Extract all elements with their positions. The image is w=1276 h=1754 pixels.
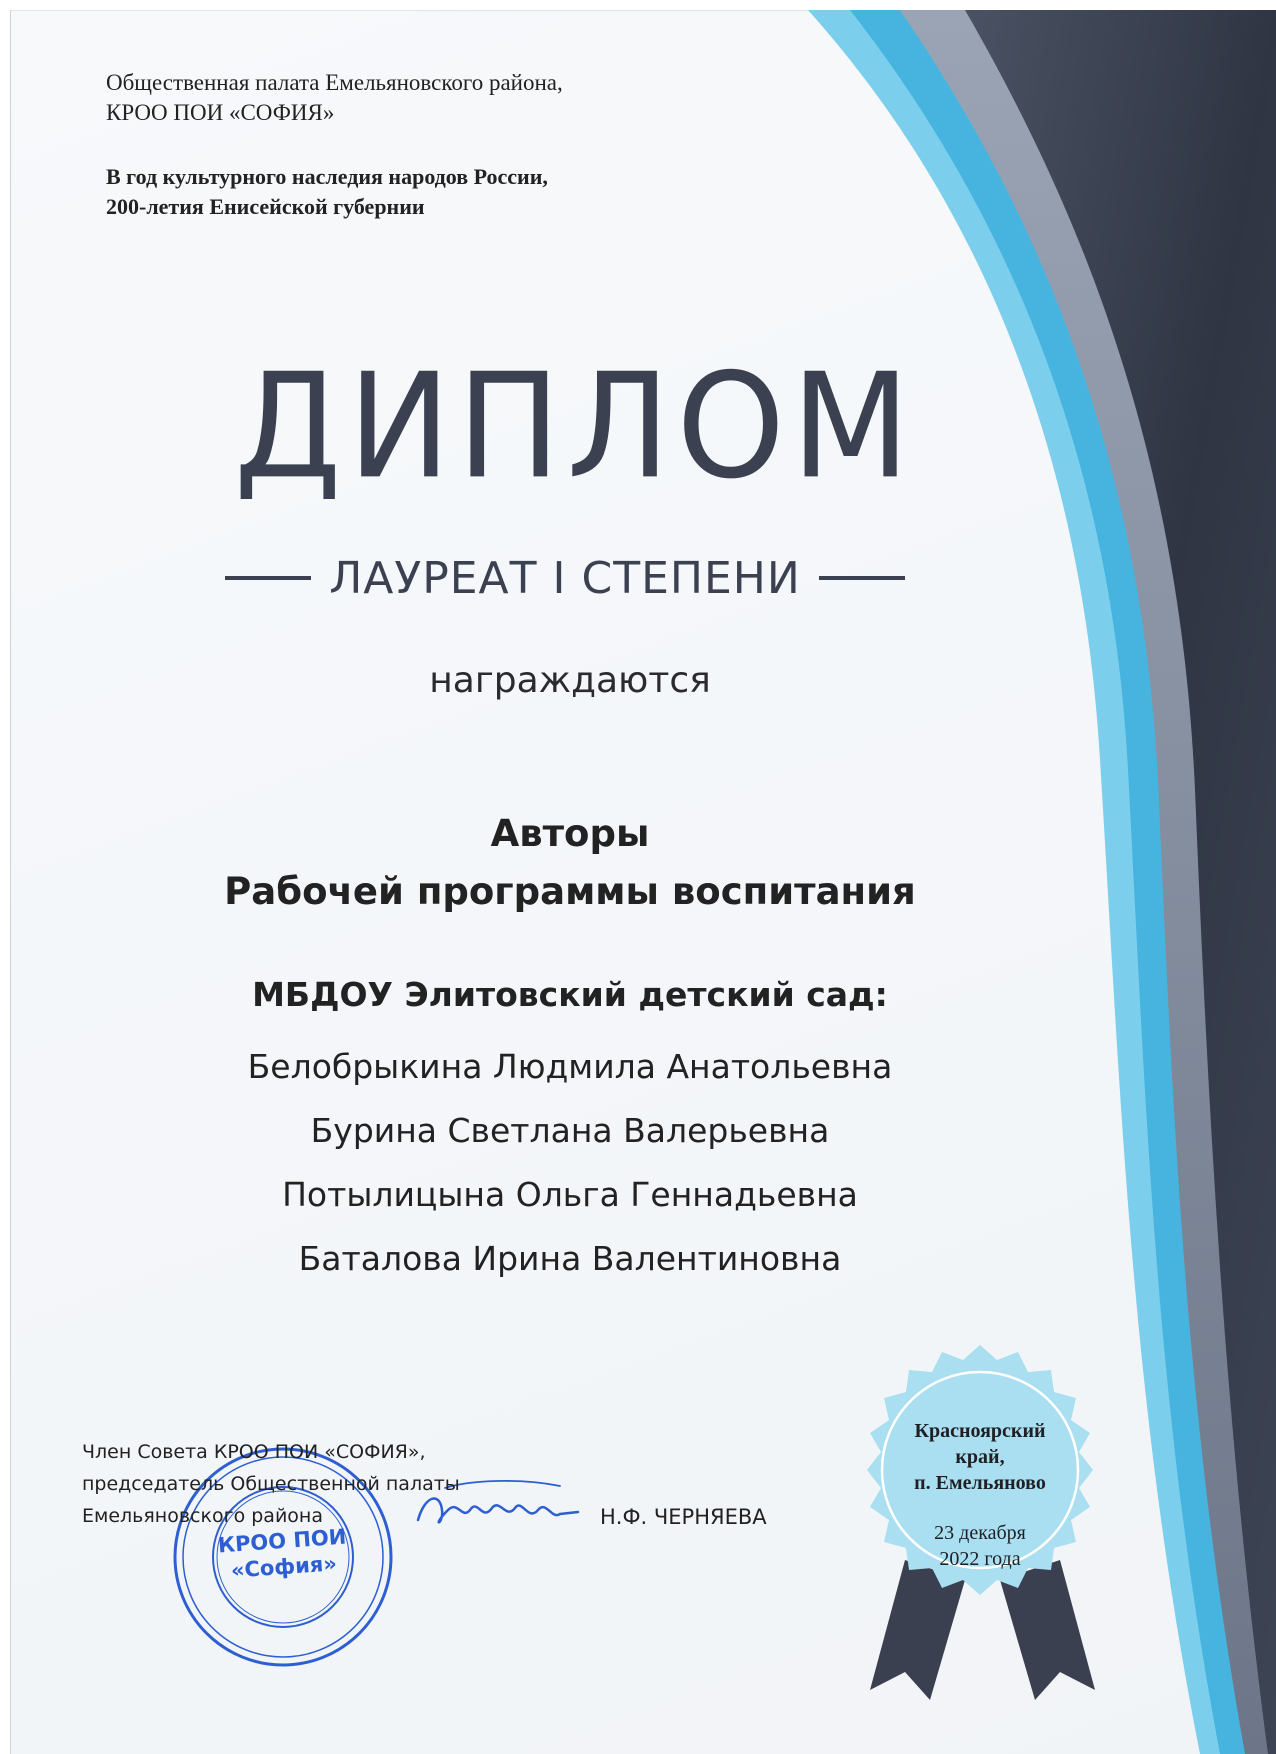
recipient-list — [160, 1035, 980, 1291]
signatory-position — [82, 1436, 460, 1532]
signature-stroke — [445, 1481, 560, 1488]
laureate-subtitle: ЛАУРЕАТ I СТЕПЕНИ — [329, 552, 801, 604]
awarded-text: награждаются — [429, 660, 711, 701]
recipient-name: Баталова Ирина Валентиновна — [298, 1239, 842, 1278]
stamp-label — [206, 1523, 359, 1585]
signatory-name: Н.Ф. ЧЕРНЯЕВА — [600, 1505, 767, 1529]
seal-place-1: Красноярский — [914, 1420, 1046, 1442]
signatory-line-1: Член Совета КРОО ПОИ «СОФИЯ», — [82, 1441, 426, 1463]
stamp-line-2: «София» — [230, 1551, 338, 1583]
authors-block — [160, 805, 980, 921]
year-line-2: 200-летия Енисейской губернии — [106, 194, 425, 219]
recipient-name: Бурина Светлана Валерьевна — [310, 1111, 830, 1150]
issuer-line-1: Общественная палата Емельяновского района, — [106, 70, 563, 95]
year-dedication — [106, 162, 548, 222]
seal-date-2: 2022 года — [939, 1548, 1021, 1570]
seal-date-1: 23 декабря — [934, 1522, 1026, 1544]
recipient-name: Потылицына Ольга Геннадьевна — [282, 1175, 858, 1214]
organization-name: МБДОУ Элитовский детский сад: — [252, 975, 888, 1014]
signatory-line-2: председатель Общественной палаты — [82, 1473, 460, 1495]
recipient-name: Белобрыкина Людмила Анатольевна — [247, 1047, 893, 1086]
authors-line-2: Рабочей программы воспитания — [224, 870, 916, 913]
authors-line-1: Авторы — [490, 812, 650, 855]
issuer-header — [106, 68, 563, 128]
diploma-title: ДИПЛОМ — [233, 341, 917, 511]
year-line-1: В год культурного наследия народов России, — [106, 164, 548, 189]
seal-place-2: край, — [955, 1446, 1005, 1468]
laureate-row — [205, 553, 925, 603]
signatory-line-3: Емельяновского района — [82, 1505, 323, 1527]
right-rule — [819, 576, 905, 580]
seal-place-3: п. Емельяново — [914, 1472, 1046, 1494]
left-rule — [225, 576, 311, 580]
seal-text — [860, 1418, 1100, 1572]
stamp-line-1: КРОО ПОИ — [217, 1524, 348, 1558]
issuer-line-2: КРОО ПОИ «СОФИЯ» — [106, 100, 335, 125]
